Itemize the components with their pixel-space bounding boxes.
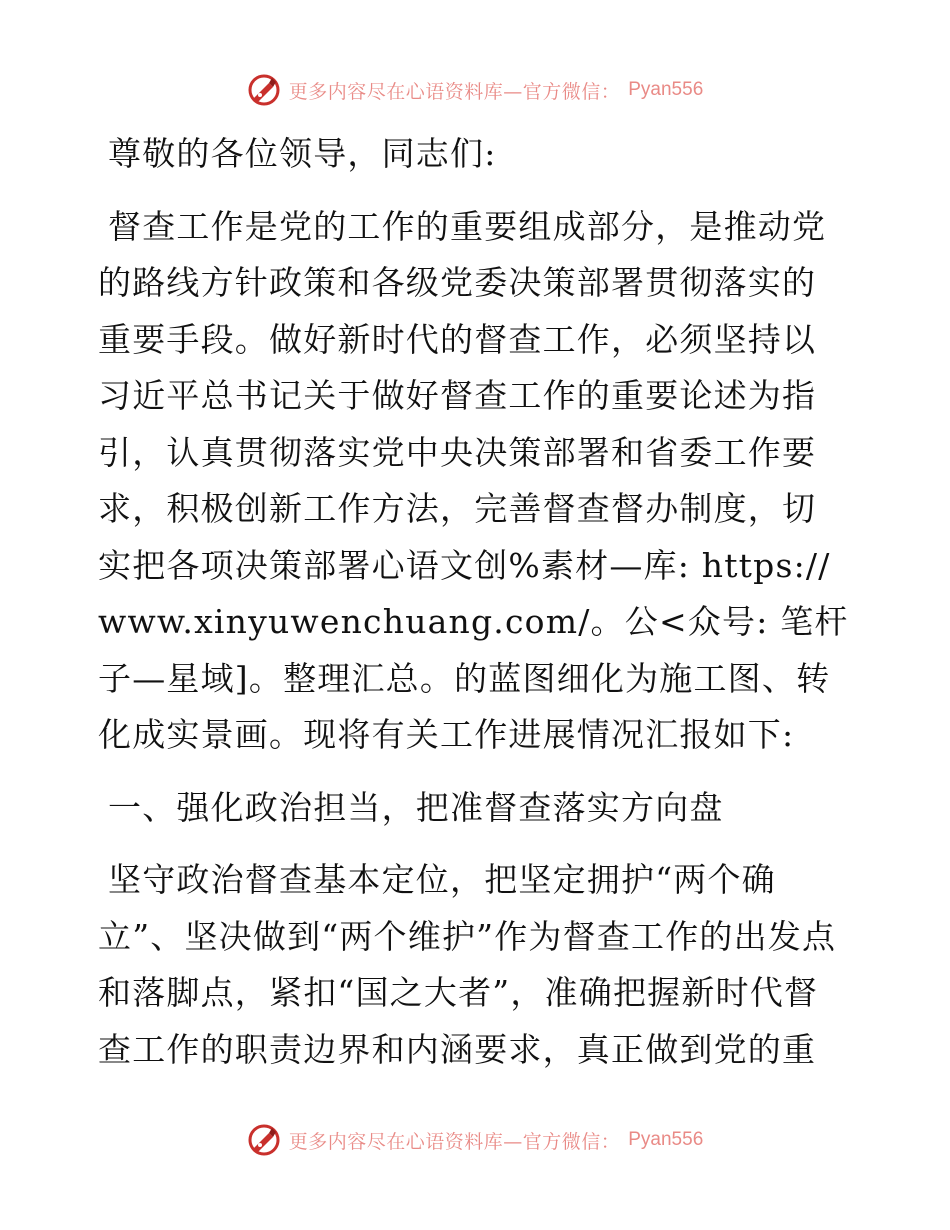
watermark-text: 更多内容尽在心语资料库—官方微信： — [288, 1130, 621, 1153]
greeting: 尊敬的各位领导，同志们: — [108, 134, 497, 173]
paragraph-intro: 督查工作是党的工作的重要组成部分，是推动党的路线方针政策和各级党委决策部署贯彻落实的重要手段。做好新时代的督查工作，必须坚持以习近平总书记关于做好督查工作的重要论述为指引，认真贯彻落实党中央决策部署和省委工作要求，积极创新工作方法，完善督查督办制度，切实把各项决策部署心语文创%素材—库: https://www.xinyuwenchuang.com/。公<众号: 笔杆子—星域]。整理汇总。的蓝图细化为施工图、转化成实景画。现将有关工作进展情况汇报如下: — [98, 206, 849, 754]
footer-watermark — [0, 1120, 950, 1160]
watermark-text: 更多内容尽在心语资料库—官方微信： — [288, 80, 621, 103]
watermark-wechat-id: Pyan556 — [628, 1129, 704, 1150]
paragraph-section-1: 坚守政治督查基本定位，把坚定拥护“两个确立”、坚决做到“两个维护”作为督查工作的出发点和落脚点，紧扣“国之大者”，准确把握新时代督查工作的职责边界和内涵要求，真正做到党的重 — [98, 860, 837, 1069]
watermark-wechat-id: Pyan556 — [628, 79, 704, 100]
section-heading-1: 一、强化政治担当，把准督查落实方向盘 — [108, 787, 724, 827]
document-body — [98, 126, 850, 1078]
pen-logo-icon — [247, 1123, 281, 1157]
pen-logo-icon — [247, 73, 281, 107]
header-watermark — [0, 70, 950, 110]
